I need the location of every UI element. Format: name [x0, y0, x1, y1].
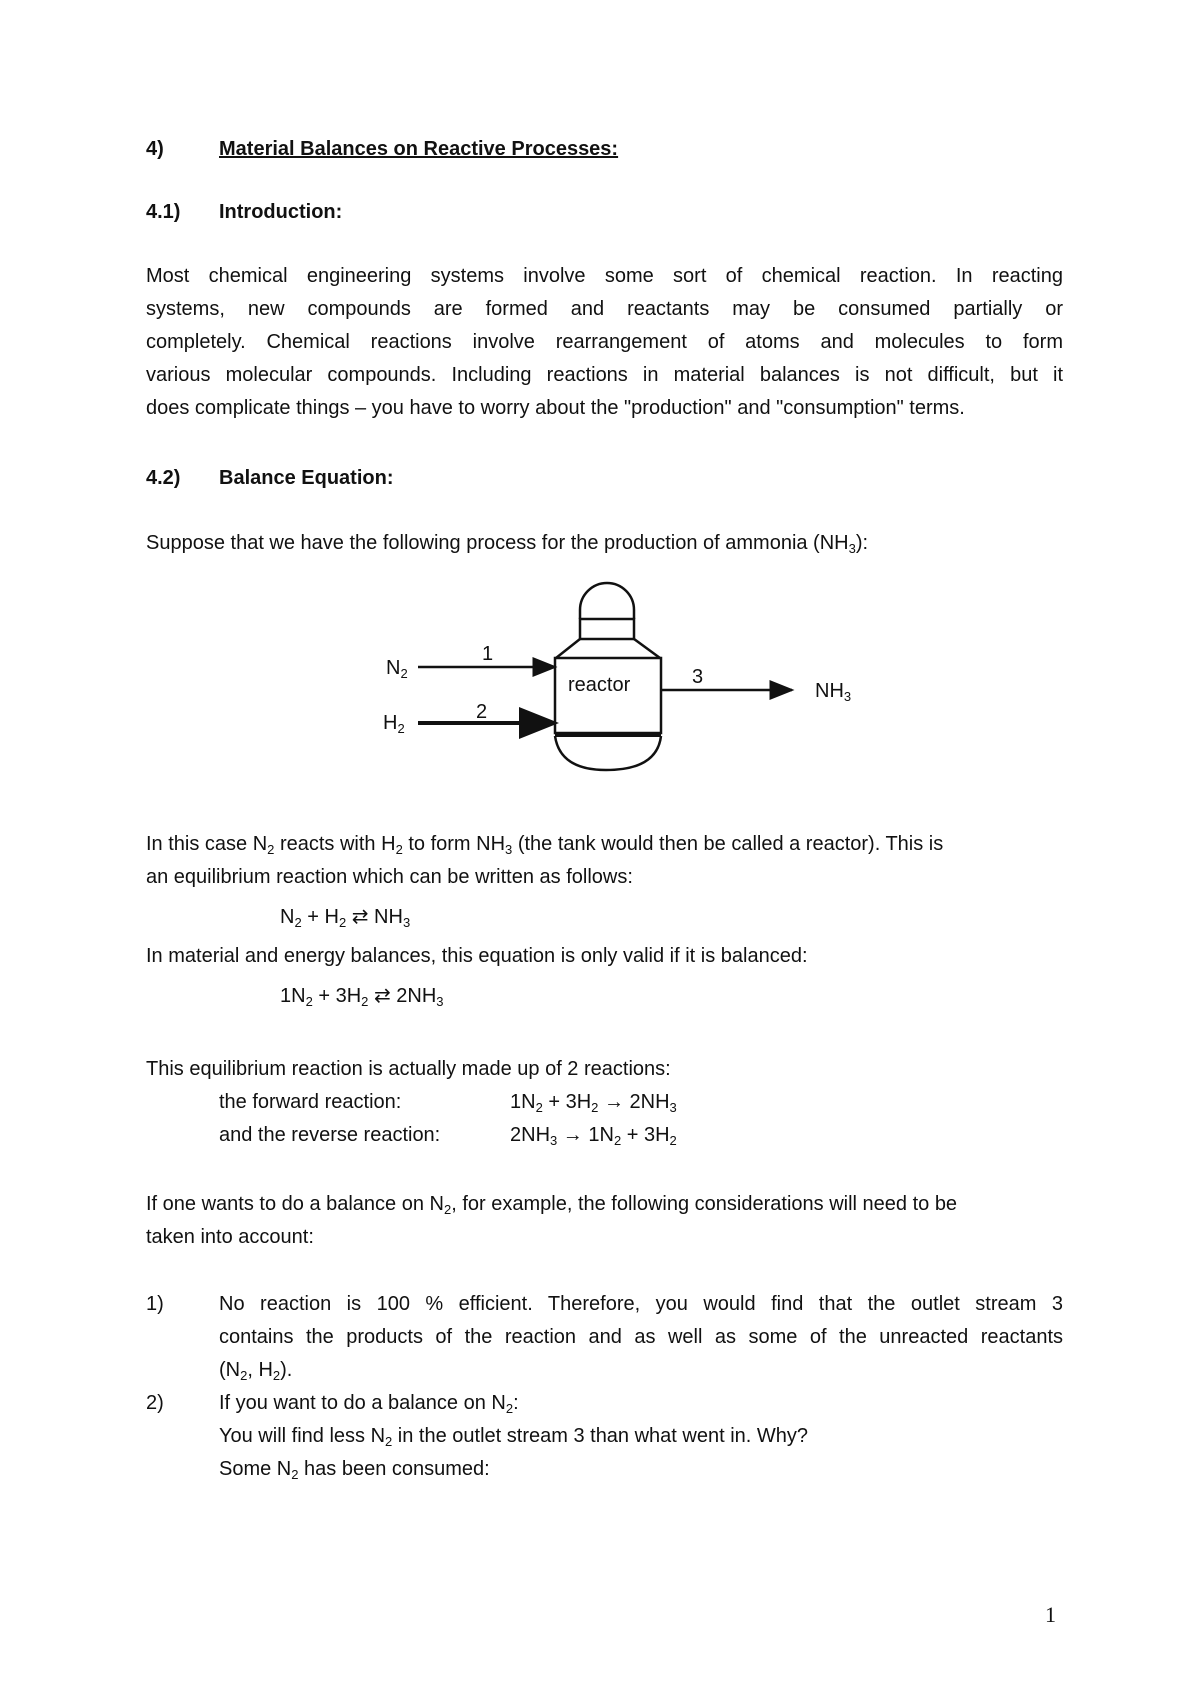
- n2-inlet-label: $N_2$: [386, 657, 408, 681]
- suppose-text: Suppose that we have the following process for the production of ammonia $(NH_3)$:: [146, 532, 869, 556]
- case-line: an equilibrium reaction which can be written as follows:: [146, 866, 633, 888]
- intro-line: various molecular compounds. Including reactions in material balances is not difficult, but it: [146, 364, 1063, 386]
- subsection-number: 4.2): [146, 467, 181, 489]
- forward-reaction-label: the forward reaction:: [219, 1091, 402, 1113]
- equilibrium-text: This equilibrium reaction is actually made up of 2 reactions:: [146, 1058, 671, 1080]
- section-title: Material Balances on Reactive Processes:: [219, 138, 619, 160]
- page-number: 1: [1045, 1602, 1056, 1627]
- h2-inlet-label: $H_2$: [383, 712, 405, 736]
- case-line: In this case $N_2$ reacts with $H_2$ to form $NH_3$ (the tank would then be called a reactor). This is: [146, 833, 944, 857]
- section-heading: [146, 138, 164, 161]
- subsection-title: Balance Equation:: [219, 467, 394, 489]
- list-item-line: contains the products of the reaction and as well as some of the unreacted reactants: [219, 1326, 1063, 1348]
- balanced-text: In material and energy balances, this equation is only valid if it is balanced:: [146, 945, 808, 967]
- heading-number: 4): [146, 138, 164, 160]
- intro-line: does complicate things – you have to worry about the "production" and "consumption" terms.: [146, 397, 965, 419]
- subsection-title: Introduction:: [219, 201, 343, 223]
- list-item-line: You will find less $N_2$ in the outlet stream 3 than what went in. Why?: [219, 1425, 809, 1449]
- list-item-number: 1): [146, 1293, 164, 1315]
- reactor-label: reactor: [568, 674, 631, 696]
- nh3-outlet-label: $NH_3$: [815, 680, 852, 704]
- equation-unbalanced: $N_2 + H_2$ ⇄ $NH_3$: [280, 906, 411, 930]
- considerations-text: taken into account:: [146, 1226, 314, 1248]
- reverse-reaction-label: and the reverse reaction:: [219, 1124, 441, 1146]
- list-item-line: Some $N_2$ has been consumed:: [219, 1458, 490, 1482]
- reverse-reaction-equation: $2NH_3 \to 1N_2 + 3H_2$: [510, 1124, 677, 1148]
- subsection-number: 4.1): [146, 201, 181, 223]
- list-item-line: No reaction is 100 % efficient. Therefore, you would find that the outlet stream 3: [219, 1293, 1063, 1315]
- list-item-line: If you want to do a balance on $N_2$:: [219, 1392, 519, 1416]
- stream-3-label: 3: [692, 666, 704, 688]
- stream-2-label: 2: [476, 701, 488, 723]
- forward-reaction-equation: $1N_2 + 3H_2 \to 2NH_3$: [510, 1091, 677, 1115]
- considerations-text: If one wants to do a balance on $N_2$, for example, the following considerations will need to be: [146, 1193, 958, 1217]
- list-item-number: 2): [146, 1392, 164, 1414]
- stream-1-label: 1: [482, 643, 494, 665]
- intro-line: Most chemical engineering systems involve some sort of chemical reaction. In reacting: [146, 265, 1063, 287]
- intro-line: systems, new compounds are formed and reactants may be consumed partially or: [146, 298, 1063, 320]
- list-item-line: ($N_2$, $H_2$).: [219, 1359, 293, 1383]
- equation-balanced: $1N_2 + 3H_2$ ⇄ $2NH_3$: [280, 985, 444, 1009]
- intro-line: completely. Chemical reactions involve rearrangement of atoms and molecules to form: [146, 331, 1063, 353]
